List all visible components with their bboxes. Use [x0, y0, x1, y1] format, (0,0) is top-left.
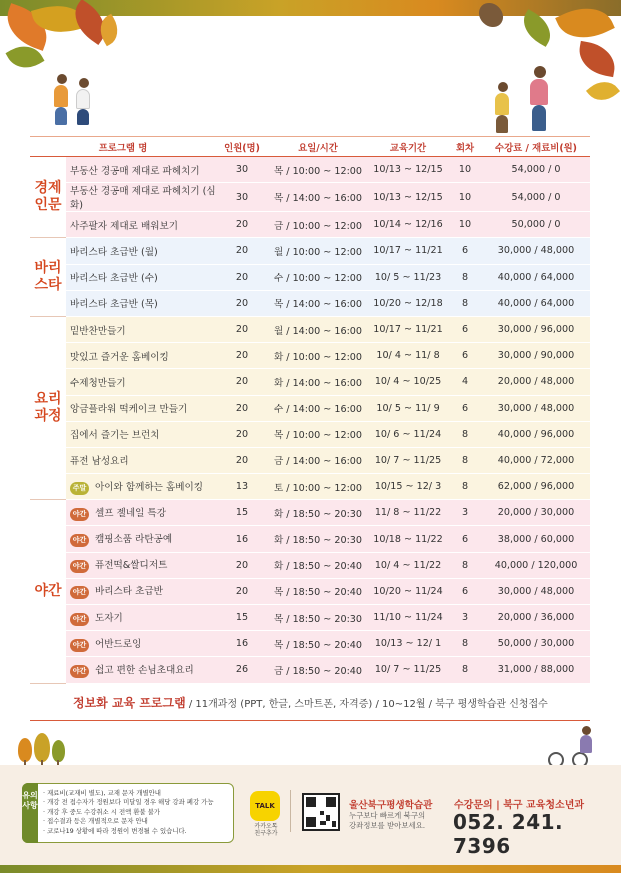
cell-fee: 40,000 / 96,000: [482, 421, 590, 447]
column-header-time: 요일/시간: [268, 137, 368, 157]
notice-box: [22, 783, 234, 843]
cell-period: 10/13 ~ 12/15: [368, 183, 448, 212]
cell-sessions: 8: [448, 657, 482, 683]
contact-phone[interactable]: 052. 241. 7396: [453, 810, 564, 858]
cell-period: 10/ 7 ~ 11/25: [368, 657, 448, 683]
cell-capacity: 15: [216, 605, 268, 631]
cell-capacity: 20: [216, 264, 268, 290]
cell-sessions: 8: [448, 447, 482, 473]
category-label: 야간: [30, 500, 66, 683]
cell-period: 10/ 6 ~ 11/24: [368, 421, 448, 447]
cell-sessions: 10: [448, 183, 482, 212]
cell-program-name: [66, 395, 216, 421]
notice-item: · 개강 후 중도 수강취소 시 전액 환불 불가: [43, 807, 161, 816]
cell-program-name: [66, 316, 216, 342]
cell-program-name: [66, 578, 216, 604]
cell-program-name: [66, 343, 216, 369]
cell-period: 10/17 ~ 11/21: [368, 238, 448, 264]
cell-capacity: 20: [216, 212, 268, 238]
table-row: [30, 605, 590, 631]
contact-label: 수강문의 | 북구 교육청소년과: [454, 800, 585, 811]
cell-period: 10/ 4 ~ 10/25: [368, 369, 448, 395]
cell-fee: 50,000 / 30,000: [482, 631, 590, 657]
cell-program-name: [66, 500, 216, 526]
table-row: [30, 500, 590, 526]
cell-sessions: 3: [448, 605, 482, 631]
table-row: [30, 264, 590, 290]
qr-code-icon[interactable]: [302, 793, 340, 831]
cell-capacity: 16: [216, 631, 268, 657]
cell-program-name: [66, 421, 216, 447]
program-name: 퓨전 남성요리: [70, 456, 129, 468]
category-label: 바리 스타: [30, 238, 66, 317]
category-label: 경제 인문: [30, 157, 66, 238]
program-name: 쉽고 편한 손님초대요리: [95, 664, 194, 676]
cell-capacity: 16: [216, 526, 268, 552]
cell-fee: 50,000 / 0: [482, 212, 590, 238]
cell-time: 화 / 14:00 ~ 16:00: [268, 369, 368, 395]
table-row: [30, 657, 590, 683]
column-header-capacity: 인원(명): [216, 137, 268, 157]
cell-sessions: 8: [448, 631, 482, 657]
cell-period: 10/ 4 ~ 11/22: [368, 552, 448, 578]
table-row: [30, 526, 590, 552]
cell-capacity: 20: [216, 421, 268, 447]
couple-illustration-right: [490, 64, 560, 136]
night-badge: 야간: [70, 665, 89, 678]
cell-sessions: 6: [448, 238, 482, 264]
cell-sessions: 6: [448, 526, 482, 552]
cell-sessions: 10: [448, 212, 482, 238]
cell-sessions: 6: [448, 316, 482, 342]
cell-fee: 54,000 / 0: [482, 183, 590, 212]
cell-sessions: 6: [448, 395, 482, 421]
cell-capacity: 20: [216, 343, 268, 369]
column-header-period: 교육기간: [368, 137, 448, 157]
cell-capacity: 30: [216, 157, 268, 183]
cell-time: 목 / 14:00 ~ 16:00: [268, 183, 368, 212]
cell-capacity: 20: [216, 238, 268, 264]
cell-program-name: [66, 157, 216, 183]
cell-time: 목 / 10:00 ~ 12:00: [268, 157, 368, 183]
cell-period: 10/ 5 ~ 11/23: [368, 264, 448, 290]
cell-fee: 54,000 / 0: [482, 157, 590, 183]
cell-period: 10/ 5 ~ 11/ 9: [368, 395, 448, 421]
cell-fee: 20,000 / 30,000: [482, 500, 590, 526]
cell-fee: 20,000 / 36,000: [482, 605, 590, 631]
notice-item: · 재료비(교재비 별도), 교재 문자 개별안내: [43, 789, 161, 797]
cell-period: 10/ 7 ~ 11/25: [368, 447, 448, 473]
program-name: 퓨전떡&쌀디저트: [95, 560, 168, 572]
cell-capacity: 20: [216, 316, 268, 342]
cell-capacity: 20: [216, 447, 268, 473]
table-row: [30, 238, 590, 264]
couple-illustration-left: [45, 72, 105, 132]
program-name: 밑반찬만들기: [70, 325, 126, 337]
cell-fee: 40,000 / 72,000: [482, 447, 590, 473]
cell-sessions: 6: [448, 578, 482, 604]
cell-sessions: 10: [448, 157, 482, 183]
cell-program-name: [66, 264, 216, 290]
cell-program-name: [66, 238, 216, 264]
cell-fee: 30,000 / 48,000: [482, 395, 590, 421]
cell-program-name: [66, 657, 216, 683]
program-name: 수제청만들기: [70, 377, 126, 389]
org-name: 울산북구평생학습관: [349, 800, 433, 811]
program-name: 사주팔자 제대로 배워보기: [70, 220, 179, 232]
program-name: 캠핑소품 라탄공예: [95, 534, 173, 546]
bottom-decor-bar: [0, 865, 621, 873]
cell-time: 월 / 14:00 ~ 16:00: [268, 316, 368, 342]
program-name: 어반드로잉: [95, 638, 142, 650]
program-name: 바리스타 초급반 (수): [70, 273, 158, 285]
program-name: 부동산 경공매 제대로 파헤치기 (심화): [70, 186, 216, 212]
cell-fee: 20,000 / 48,000: [482, 369, 590, 395]
info-program-detail: / 11개과정 (PPT, 한글, 스마트폰, 자격증) / 10~12월 / 북구 평생학습관 신청접수: [185, 699, 548, 710]
table-row: [30, 395, 590, 421]
cell-time: 목 / 18:50 ~ 20:40: [268, 578, 368, 604]
notice-label: 유의사항: [22, 783, 38, 843]
cell-time: 목 / 14:00 ~ 16:00: [268, 290, 368, 316]
cell-time: 수 / 10:00 ~ 12:00: [268, 264, 368, 290]
table-row: [30, 369, 590, 395]
cell-time: 화 / 18:50 ~ 20:30: [268, 526, 368, 552]
program-name: 맛있고 즐거운 홈베이킹: [70, 351, 169, 363]
cell-fee: 38,000 / 60,000: [482, 526, 590, 552]
cell-fee: 30,000 / 48,000: [482, 578, 590, 604]
kakaotalk-caption: 카카오톡 친구추가: [254, 823, 278, 837]
cell-sessions: 6: [448, 343, 482, 369]
cell-sessions: 3: [448, 500, 482, 526]
table-row: [30, 631, 590, 657]
cell-capacity: 20: [216, 578, 268, 604]
cell-period: 10/20 ~ 12/18: [368, 290, 448, 316]
cell-period: 10/17 ~ 11/21: [368, 316, 448, 342]
cell-fee: 31,000 / 88,000: [482, 657, 590, 683]
cell-time: 수 / 14:00 ~ 16:00: [268, 395, 368, 421]
cell-fee: 30,000 / 48,000: [482, 238, 590, 264]
notice-item: · 개강 전 접수자가 정원보다 미달일 경우 해당 강좌 폐강 가능: [43, 798, 214, 807]
cell-period: 10/20 ~ 11/24: [368, 578, 448, 604]
cell-period: 10/18 ~ 11/22: [368, 526, 448, 552]
cell-sessions: 8: [448, 264, 482, 290]
cell-program-name: [66, 212, 216, 238]
category-label: 요리 과정: [30, 316, 66, 499]
cell-fee: 62,000 / 96,000: [482, 474, 590, 500]
notice-item: · 접수결과 등은 개별적으로 문자 안내: [43, 817, 148, 826]
program-name: 아이와 함께하는 홈베이킹: [95, 481, 204, 493]
night-badge: 야간: [70, 613, 89, 626]
cell-fee: 40,000 / 64,000: [482, 264, 590, 290]
cell-capacity: 20: [216, 290, 268, 316]
cell-time: 화 / 18:50 ~ 20:40: [268, 552, 368, 578]
cell-sessions: 8: [448, 552, 482, 578]
table-row: [30, 290, 590, 316]
cell-sessions: 8: [448, 290, 482, 316]
table-row: [30, 578, 590, 604]
program-name: 앙금플라워 떡케이크 만들기: [70, 404, 188, 416]
program-name: 바리스타 초급반 (월): [70, 246, 158, 258]
program-name: 바리스타 초급반 (목): [70, 299, 158, 311]
cell-capacity: 30: [216, 183, 268, 212]
cell-period: 10/ 4 ~ 11/ 8: [368, 343, 448, 369]
cell-capacity: 26: [216, 657, 268, 683]
column-header-program: 프로그램 명: [30, 137, 216, 157]
night-badge: 야간: [70, 586, 89, 599]
cell-program-name: [66, 474, 216, 500]
org-subtitle: 누구보다 빠르게 북구의 강좌정보를 받아보세요.: [349, 811, 426, 830]
notice-list: [43, 789, 214, 836]
night-badge: 야간: [70, 560, 89, 573]
cell-capacity: 20: [216, 552, 268, 578]
divider-line: [30, 720, 590, 721]
cell-fee: 30,000 / 96,000: [482, 316, 590, 342]
cell-fee: 30,000 / 90,000: [482, 343, 590, 369]
cell-time: 화 / 10:00 ~ 12:00: [268, 343, 368, 369]
table-row: [30, 552, 590, 578]
info-program-line: [73, 694, 548, 711]
footer-divider: [290, 790, 291, 832]
cell-period: 10/15 ~ 12/ 3: [368, 474, 448, 500]
cell-capacity: 13: [216, 474, 268, 500]
cell-fee: 40,000 / 64,000: [482, 290, 590, 316]
table-row: [30, 421, 590, 447]
cell-time: 금 / 14:00 ~ 16:00: [268, 447, 368, 473]
cell-sessions: 4: [448, 369, 482, 395]
cell-program-name: [66, 447, 216, 473]
cell-program-name: [66, 290, 216, 316]
cell-period: 10/14 ~ 12/16: [368, 212, 448, 238]
program-name: 도자기: [95, 612, 123, 624]
cell-program-name: [66, 183, 216, 212]
info-program-title: 정보화 교육 프로그램: [73, 696, 186, 710]
column-header-sessions: 회차: [448, 137, 482, 157]
cell-capacity: 20: [216, 369, 268, 395]
cell-time: 금 / 18:50 ~ 20:40: [268, 657, 368, 683]
cell-program-name: [66, 605, 216, 631]
table-header-row: [30, 137, 590, 157]
weekend-badge: 주말: [70, 482, 89, 495]
cell-period: 10/13 ~ 12/ 1: [368, 631, 448, 657]
program-schedule-table: [30, 136, 590, 684]
night-badge: 야간: [70, 639, 89, 652]
notice-item: · 코로나19 상황에 따라 정원이 변경될 수 있습니다.: [43, 826, 187, 835]
cell-sessions: 8: [448, 474, 482, 500]
cell-time: 토 / 10:00 ~ 12:00: [268, 474, 368, 500]
table-row: [30, 316, 590, 342]
column-header-fee: 수강료 / 재료비(원): [482, 137, 590, 157]
night-badge: 야간: [70, 534, 89, 547]
cell-program-name: [66, 526, 216, 552]
cell-capacity: 20: [216, 395, 268, 421]
cell-capacity: 15: [216, 500, 268, 526]
cell-program-name: [66, 631, 216, 657]
bicycle-couple-decor: [546, 726, 606, 768]
table-row: [30, 157, 590, 183]
cell-time: 목 / 10:00 ~ 12:00: [268, 421, 368, 447]
cell-time: 목 / 18:50 ~ 20:40: [268, 631, 368, 657]
cell-program-name: [66, 369, 216, 395]
cell-period: 11/10 ~ 11/24: [368, 605, 448, 631]
table-row: [30, 183, 590, 212]
table-row: [30, 447, 590, 473]
cell-program-name: [66, 552, 216, 578]
cell-period: 10/13 ~ 12/15: [368, 157, 448, 183]
table-row: [30, 343, 590, 369]
table-row: [30, 474, 590, 500]
cell-period: 11/ 8 ~ 11/22: [368, 500, 448, 526]
cell-time: 화 / 18:50 ~ 20:30: [268, 500, 368, 526]
program-name: 집에서 즐기는 브런치: [70, 430, 160, 442]
cell-time: 목 / 18:50 ~ 20:30: [268, 605, 368, 631]
night-badge: 야간: [70, 508, 89, 521]
cell-fee: 40,000 / 120,000: [482, 552, 590, 578]
table-row: [30, 212, 590, 238]
kakaotalk-icon[interactable]: TALK: [250, 791, 280, 821]
program-name: 바리스타 초급반: [95, 586, 163, 598]
cell-sessions: 8: [448, 421, 482, 447]
program-name: 부동산 경공매 제대로 파헤치기: [70, 165, 200, 177]
program-name: 셀프 젤네일 특강: [95, 507, 166, 519]
cell-time: 금 / 10:00 ~ 12:00: [268, 212, 368, 238]
cell-time: 월 / 10:00 ~ 12:00: [268, 238, 368, 264]
